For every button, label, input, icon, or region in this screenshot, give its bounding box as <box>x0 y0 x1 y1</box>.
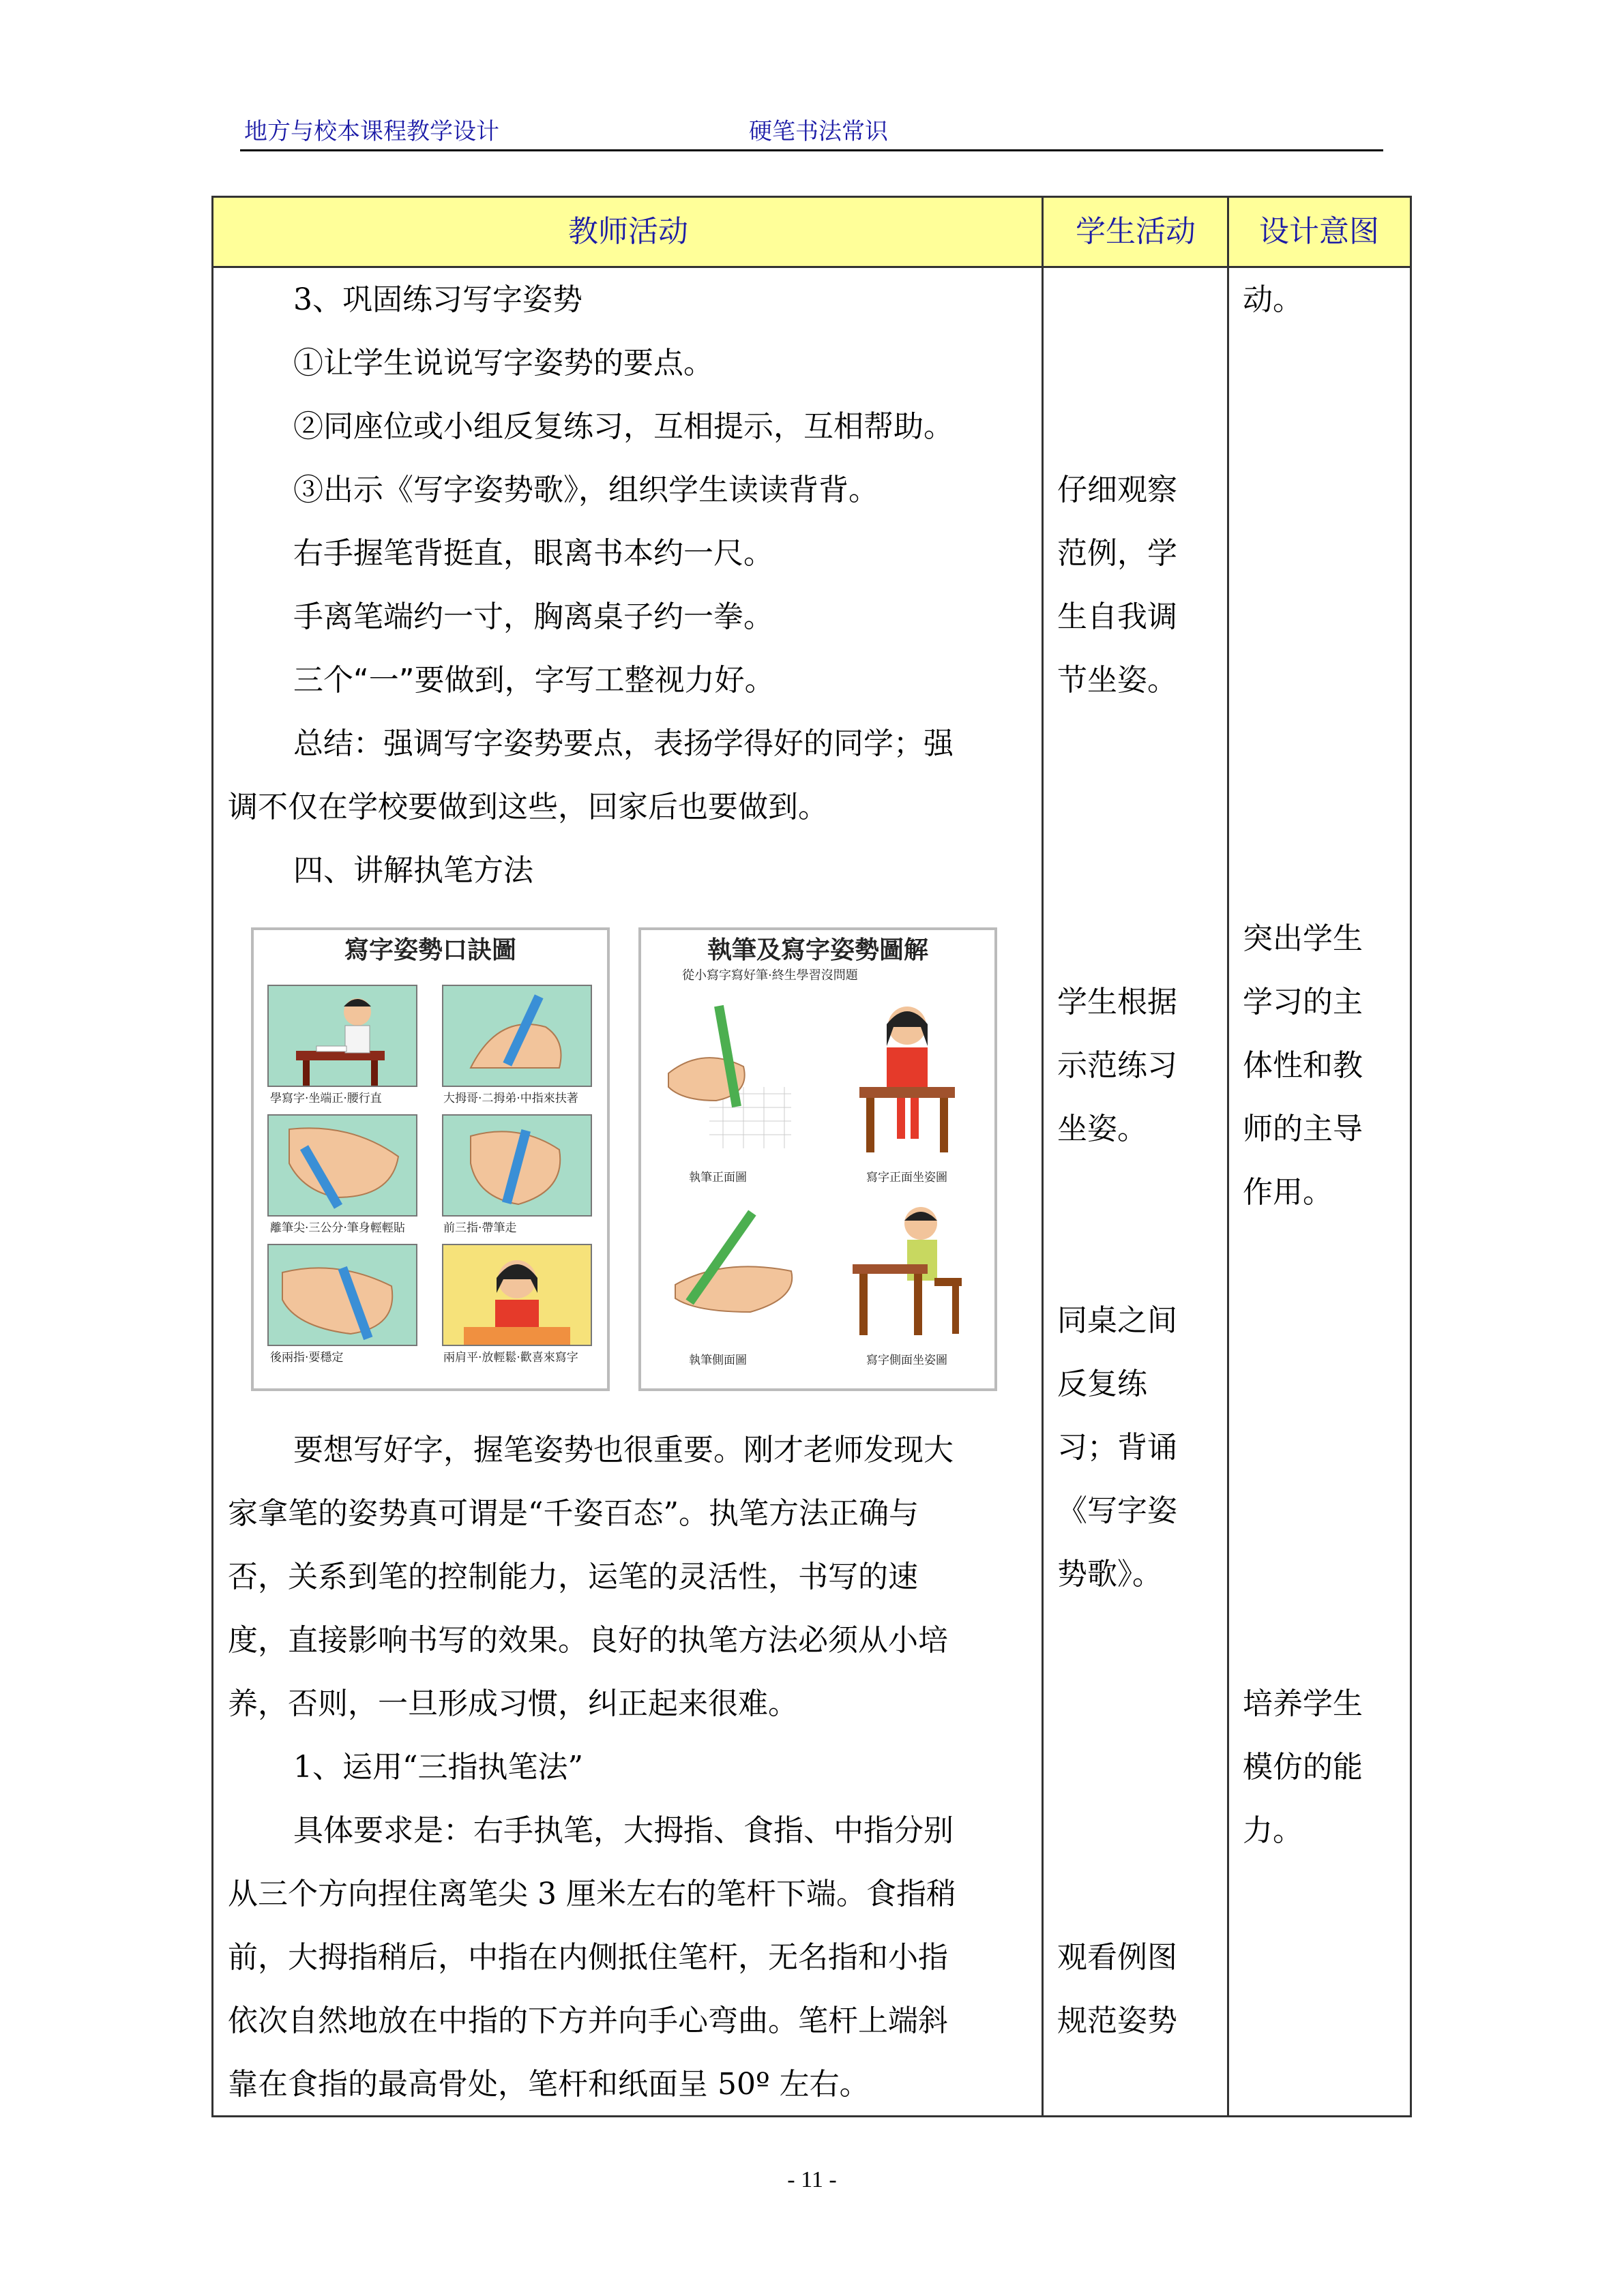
teacher-paragraph: 依次自然地放在中指的下方并向手心弯曲。笔杆上端斜 <box>228 2003 948 2038</box>
student-activity-text: 学生根据 <box>1057 985 1177 1019</box>
teacher-line: ②同座位或小组反复练习，互相提示，互相帮助。 <box>293 409 954 444</box>
writing-posture-chart <box>251 927 610 1391</box>
page-number: - 11 - <box>787 2167 837 2192</box>
header-student-activity: 学生活动 <box>1076 214 1196 249</box>
student-activity-text: 习；背诵 <box>1057 1430 1177 1465</box>
header-topic: 硬笔书法常识 <box>749 118 888 145</box>
posture-panel <box>267 1114 417 1217</box>
student-activity-text: 《写字姿 <box>1057 1493 1177 1528</box>
posture-panel <box>442 1114 592 1217</box>
header-rule <box>240 149 1383 151</box>
student-activity-text: 范例，学 <box>1057 536 1177 571</box>
panel-caption: 兩肩平·放輕鬆·歡喜來寫字 <box>443 1351 578 1365</box>
design-intent-text: 学习的主 <box>1243 985 1363 1019</box>
teacher-paragraph: 从三个方向捏住离笔尖 3 厘米左右的笔杆下端。食指稍 <box>228 1877 956 1911</box>
student-activity-text: 规范姿势 <box>1057 2003 1177 2038</box>
side-sitting-posture-illustration <box>832 1196 982 1346</box>
pen-holding-diagram <box>638 927 997 1391</box>
student-activity-text: 反复练 <box>1057 1367 1147 1401</box>
panel-caption: 離筆尖·三公分·筆身輕輕貼 <box>270 1221 405 1235</box>
figure-subtitle: 從小寫字寫好筆·終生學習沒問題 <box>682 968 858 983</box>
panel-caption: 學寫字·坐端正·腰行直 <box>270 1092 382 1105</box>
teacher-paragraph: 要想写好字，握笔姿势也很重要。刚才老师发现大 <box>293 1433 954 1467</box>
teacher-paragraph: 前，大拇指稍后，中指在内侧抵住笔杆，无名指和小指 <box>228 1940 948 1975</box>
design-intent-text: 力。 <box>1243 1813 1303 1848</box>
teacher-paragraph: 具体要求是：右手执笔，大拇指、食指、中指分别 <box>293 1813 954 1848</box>
front-pen-hold-illustration <box>655 992 818 1162</box>
student-activity-text: 仔细观察 <box>1057 473 1177 507</box>
header-teacher-activity: 教师活动 <box>568 214 688 249</box>
student-activity-text: 同桌之间 <box>1057 1303 1177 1338</box>
section-heading: 1、运用“三指执笔法” <box>293 1750 583 1785</box>
teacher-paragraph: 养，否则，一旦形成习惯，纠正起来很难。 <box>228 1686 798 1721</box>
column-divider <box>1042 198 1044 2115</box>
student-activity-text: 示范练习 <box>1057 1048 1177 1083</box>
panel-caption: 執筆側面圖 <box>689 1354 747 1367</box>
student-activity-text: 观看例图 <box>1057 1940 1177 1975</box>
student-activity-text: 坐姿。 <box>1057 1112 1147 1146</box>
figure-title: 執筆及寫字姿勢圖解 <box>641 930 994 971</box>
teacher-line: 总结：强调写字姿势要点，表扬学得好的同学；强 <box>293 726 954 761</box>
panel-caption: 前三指·帶筆走 <box>443 1221 517 1235</box>
design-intent-text: 模仿的能 <box>1243 1750 1363 1785</box>
teacher-paragraph: 家拿笔的姿势真可谓是“千姿百态”。执笔方法正确与 <box>228 1496 919 1531</box>
teacher-line: ③出示《写字姿势歌》，组织学生读读背背。 <box>293 473 879 507</box>
table-header-row <box>213 198 1410 268</box>
panel-caption: 寫字側面坐姿圖 <box>866 1354 947 1367</box>
panel-caption: 大拇哥·二拇弟·中指來扶著 <box>443 1092 578 1105</box>
teacher-paragraph: 靠在食指的最高骨处，笔杆和纸面呈 50º 左右。 <box>228 2067 870 2102</box>
header-course-title: 地方与校本课程教学设计 <box>244 118 499 145</box>
design-intent-text: 师的主导 <box>1243 1112 1363 1146</box>
posture-panel <box>267 985 417 1087</box>
posture-panel <box>442 985 592 1087</box>
teacher-paragraph: 否，关系到笔的控制能力，运笔的灵活性，书写的速 <box>228 1560 918 1594</box>
panel-caption: 後兩指·要穩定 <box>270 1351 344 1365</box>
column-divider <box>1227 198 1229 2115</box>
section-heading: 3、巩固练习写字姿势 <box>293 282 582 317</box>
front-sitting-posture-illustration <box>832 992 982 1162</box>
teacher-line: ①让学生说说写字姿势的要点。 <box>293 346 713 381</box>
poem-line: 右手握笔背挺直，眼离书本约一尺。 <box>293 536 773 571</box>
teacher-paragraph: 度，直接影响书写的效果。良好的执笔方法必须从小培 <box>228 1623 948 1658</box>
posture-panel <box>442 1244 592 1346</box>
design-intent-text: 体性和教 <box>1243 1048 1363 1083</box>
panel-caption: 寫字正面坐姿圖 <box>866 1171 947 1184</box>
posture-panel <box>267 1244 417 1346</box>
design-intent-text: 培养学生 <box>1243 1686 1363 1721</box>
design-intent-text: 动。 <box>1243 282 1303 317</box>
poem-line: 手离笔端约一寸，胸离桌子约一拳。 <box>293 599 773 634</box>
side-pen-hold-illustration <box>655 1196 818 1346</box>
panel-caption: 執筆正面圖 <box>689 1171 747 1184</box>
figure-title: 寫字姿勢口訣圖 <box>254 930 607 971</box>
teacher-line: 调不仅在学校要做到这些，回家后也要做到。 <box>228 790 828 824</box>
student-activity-text: 节坐姿。 <box>1057 663 1177 698</box>
design-intent-text: 作用。 <box>1243 1175 1333 1210</box>
section-heading: 四、讲解执笔方法 <box>293 853 533 888</box>
design-intent-text: 突出学生 <box>1243 921 1363 956</box>
poem-line: 三个“一”要做到，字写工整视力好。 <box>293 663 775 698</box>
header-design-intent: 设计意图 <box>1259 214 1379 249</box>
student-activity-text: 生自我调 <box>1057 599 1177 634</box>
student-activity-text: 势歌》。 <box>1057 1557 1162 1592</box>
